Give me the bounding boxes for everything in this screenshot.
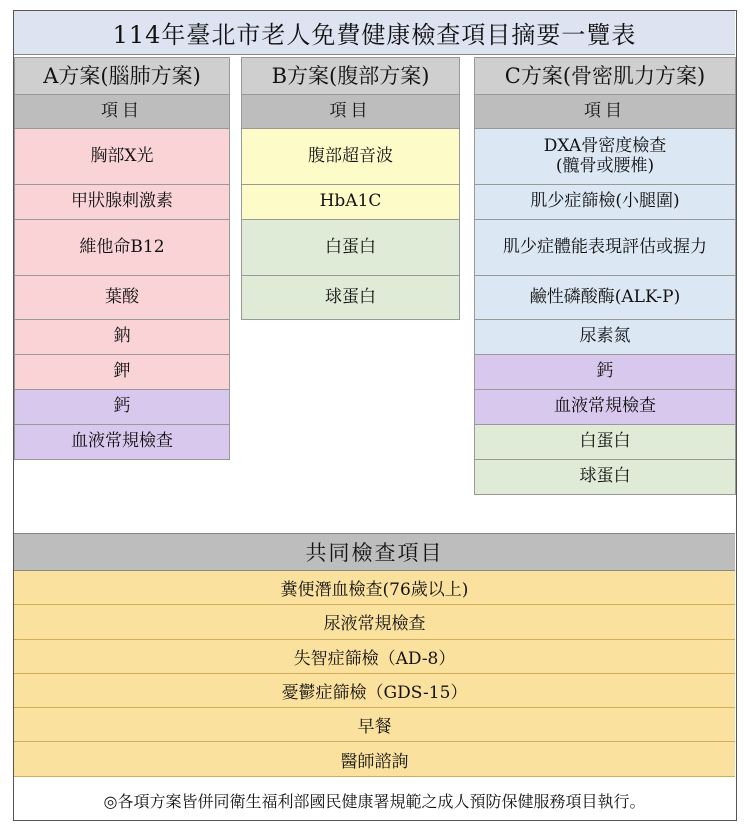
common-item: 失智症篩檢（AD-8）: [14, 640, 735, 674]
plan-c-item: 尿素氮: [474, 320, 736, 355]
plan-b-item: HbA1C: [241, 185, 460, 220]
plan-a-item: 血液常規檢查: [14, 425, 230, 460]
plan-a-item-header: 項目: [14, 95, 230, 129]
plan-c-column: [474, 57, 736, 495]
common-items-header: 共同檢查項目: [14, 533, 735, 571]
plan-b-item-header: 項目: [241, 95, 460, 129]
summary-table: [13, 10, 737, 821]
plan-b-column: [241, 57, 460, 320]
plan-a-item: 胸部X光: [14, 129, 230, 185]
plan-a-column: [14, 57, 230, 460]
plan-c-item-header: 項目: [474, 95, 736, 129]
footer-note: ◎各項方案皆併同衛生福利部國民健康署規範之成人預防保健服務項目執行。: [14, 781, 735, 819]
common-items-section: [14, 533, 735, 777]
plan-a-item: 鈉: [14, 320, 230, 355]
plan-c-item: 肌少症篩檢(小腿圍): [474, 185, 736, 220]
plan-a-item: 鉀: [14, 355, 230, 390]
plan-a-item: 維他命B12: [14, 220, 230, 276]
plan-c-item-label: DXA骨密度檢查: [543, 135, 667, 156]
plan-b-item: 白蛋白: [241, 220, 460, 276]
plan-a-header: A方案(腦肺方案): [14, 57, 230, 95]
plan-c-item: 白蛋白: [474, 425, 736, 460]
plan-c-item: 鈣: [474, 355, 736, 390]
common-item: 尿液常規檢查: [14, 605, 735, 639]
plan-a-item: 甲狀腺刺激素: [14, 185, 230, 220]
plan-c-item: [474, 129, 736, 185]
plan-b-header: B方案(腹部方案): [241, 57, 460, 95]
common-item: 糞便潛血檢查(76歲以上): [14, 571, 735, 605]
plan-a-item: 鈣: [14, 390, 230, 425]
plan-b-item: 球蛋白: [241, 276, 460, 320]
plan-c-item-sublabel: (髖骨或腰椎): [555, 155, 655, 176]
plan-c-item: 鹼性磷酸酶(ALK-P): [474, 276, 736, 320]
plan-c-header: C方案(骨密肌力方案): [474, 57, 736, 95]
plan-a-item: 葉酸: [14, 276, 230, 320]
plan-c-item: 血液常規檢查: [474, 390, 736, 425]
plan-c-item: 肌少症體能表現評估或握力: [474, 220, 736, 276]
plan-b-item: 腹部超音波: [241, 129, 460, 185]
common-item: 早餐: [14, 708, 735, 742]
common-item: 憂鬱症篩檢（GDS-15）: [14, 674, 735, 708]
plan-c-item: 球蛋白: [474, 460, 736, 495]
page-title: 114年臺北市老人免費健康檢查項目摘要一覽表: [14, 11, 735, 55]
common-item: 醫師諮詢: [14, 742, 735, 776]
